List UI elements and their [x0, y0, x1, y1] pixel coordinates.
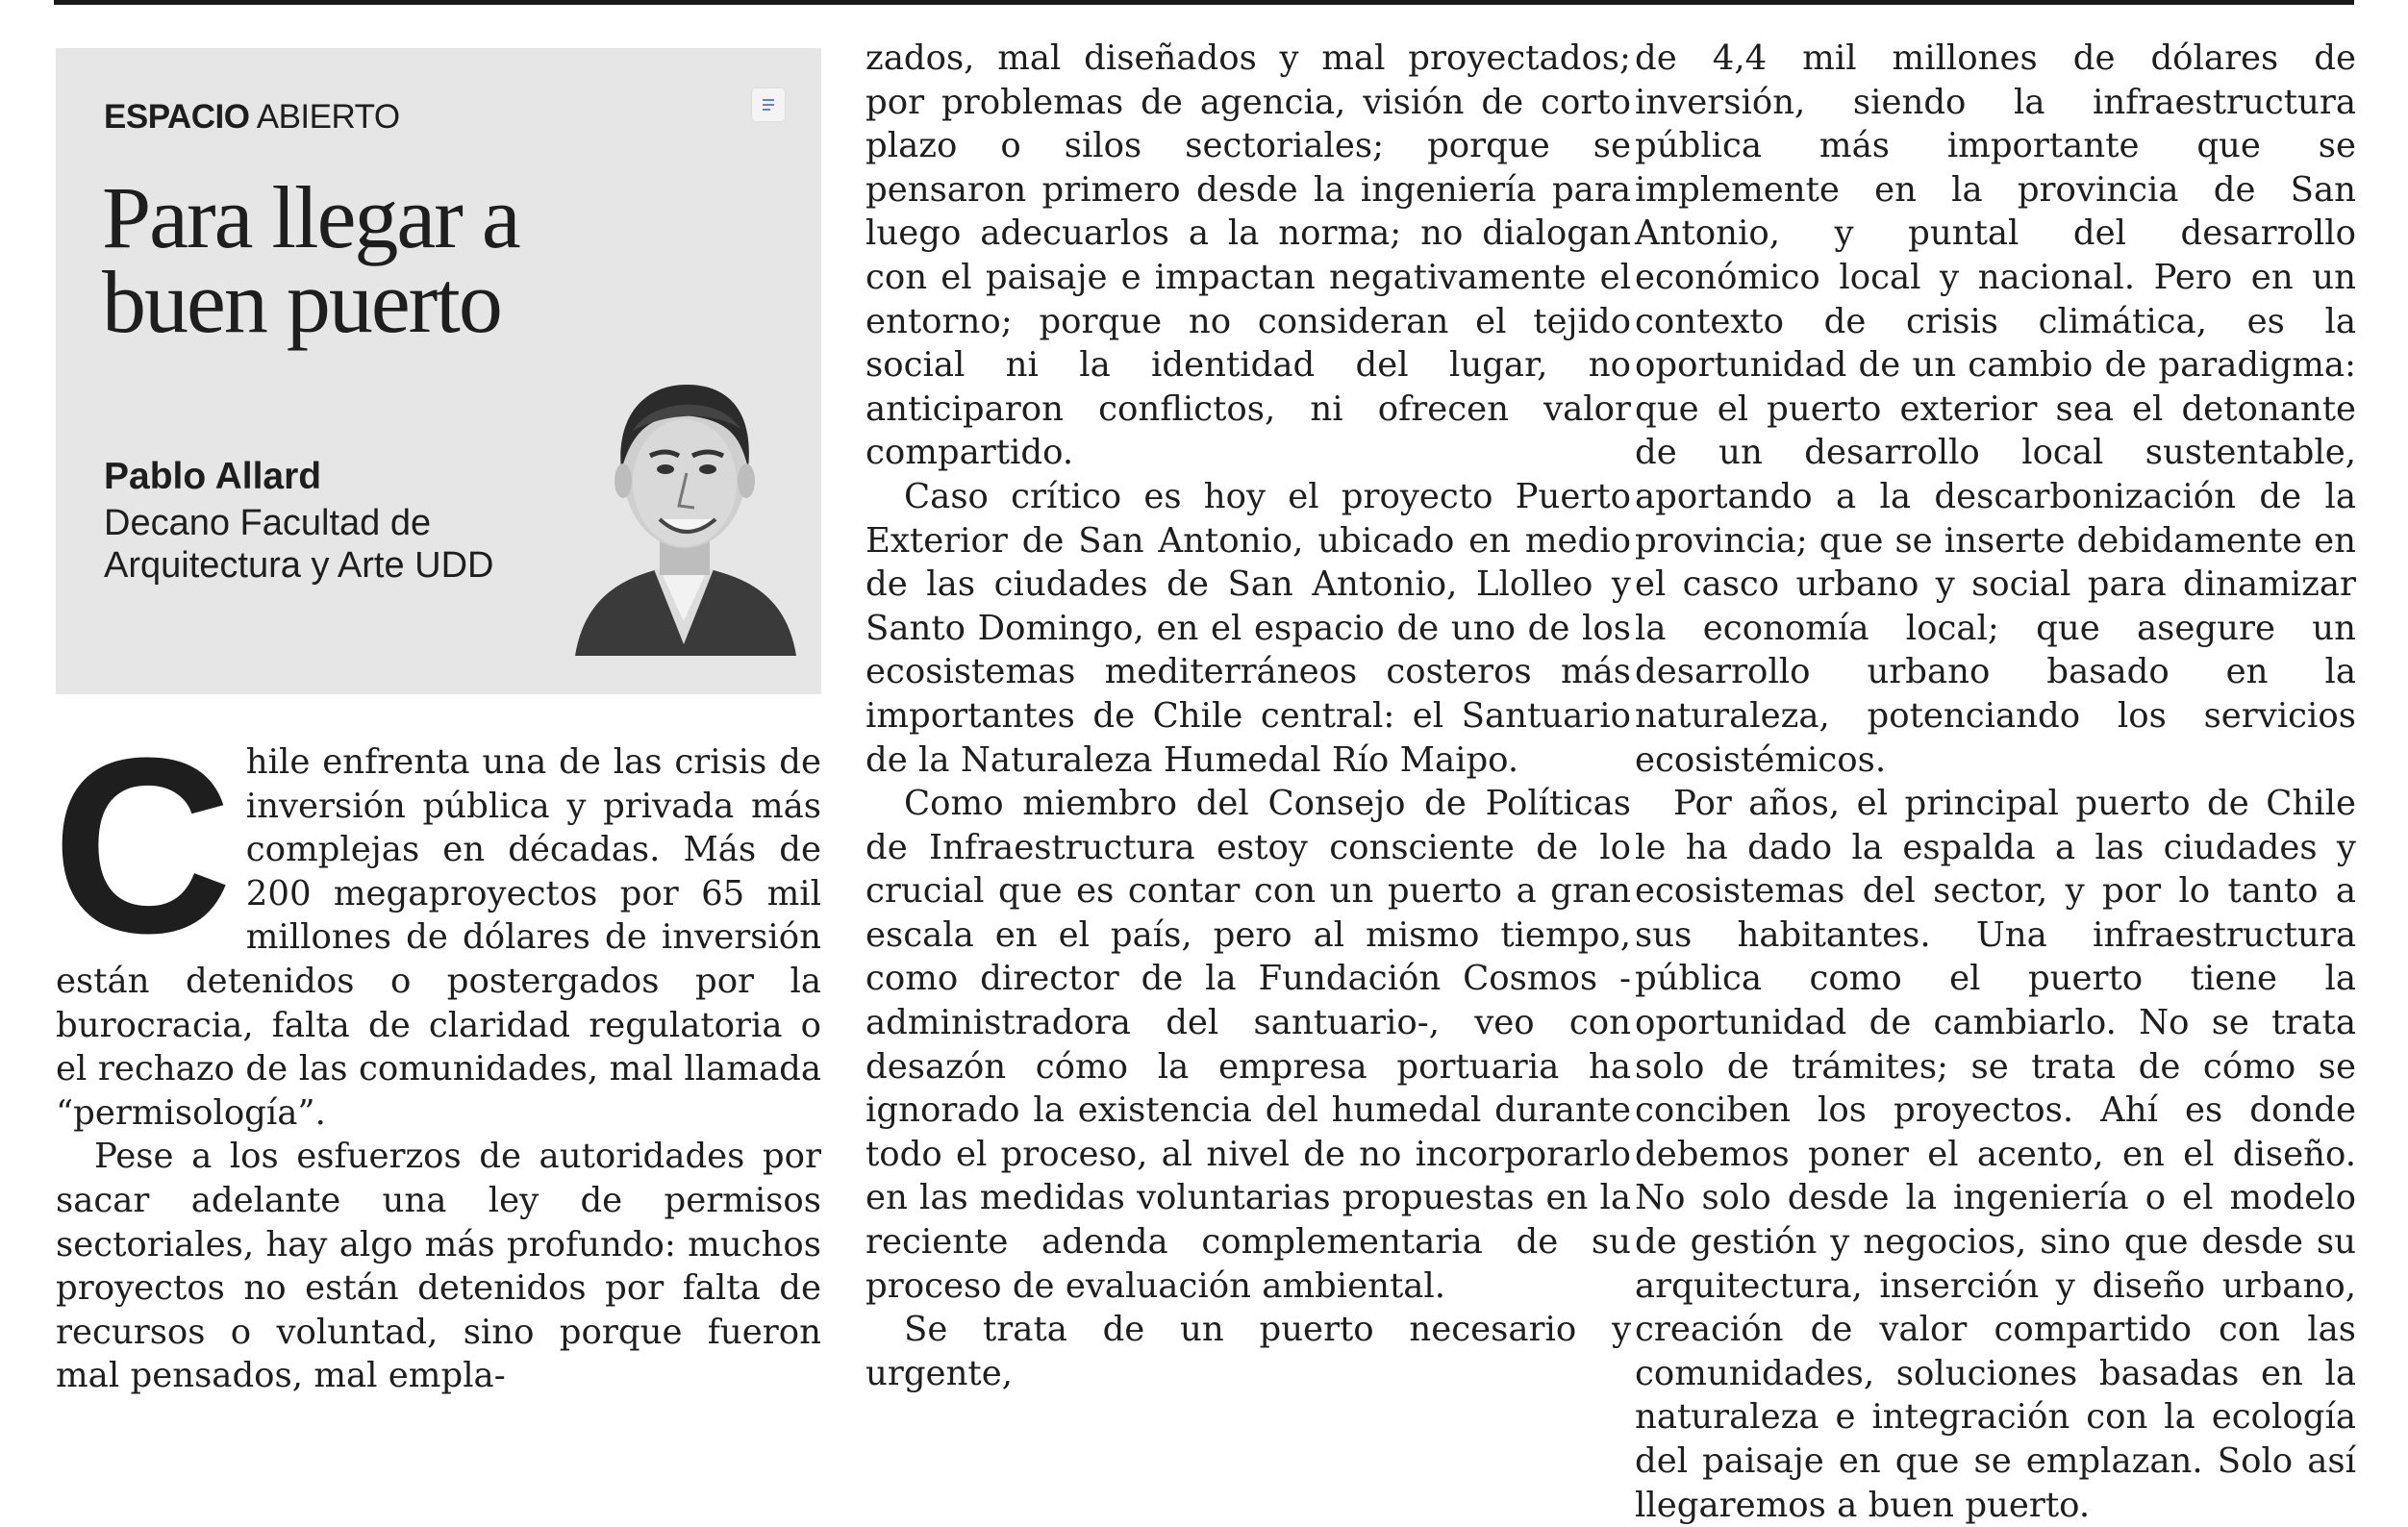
article-column-3 [1635, 37, 2356, 1527]
paragraph: Por años, el principal puerto de Chile le ha dado la espalda a las ciudades y ecosistemas del sector, y por lo tanto a sus habitantes. Una infraestructura pública como el puerto tiene la oportunidad de cambiarlo. No se trata solo de trámites; se trata de cómo se conciben los proyectos. Ahí es donde debemos poner el acento, en el diseño. No solo desde la ingeniería o el modelo de gestión y negocios, sino que desde su arquitectura, inserción y diseño urbano, creación de valor compartido con las comunidades, soluciones basadas en la naturaleza e integración con la ecología del paisaje en que se emplazan. Solo así llegaremos a buen puerto. [1635, 784, 2356, 1525]
paragraph: Caso crítico es hoy el proyecto Puerto Exterior de San Antonio, ubicado en medio de las ciudades de San Antonio, Llolleo y Santo Domingo, en el espacio de uno de los ecosistemas mediterráneos costeros más importantes de Chile central: el Santuario de la Naturaleza Humedal Río Maipo. [865, 476, 1631, 780]
article-column-1 [52, 707, 821, 1398]
column-header-box [56, 48, 821, 694]
paragraph: de 4,4 mil millones de dólares de inversión, siendo la infraestructura pública más importante que se implemente en la provincia de San Antonio, y puntal del desarrollo económico local y nacional. Pero en un contexto de crisis climática, es la oportunidad de un cambio de paradigma: que el puerto exterior sea el detonante de un desarrollo local sustentable, aportando a la descarbonización de la provincia; que se inserte debidamente en el casco urbano y social para dinamizar la economía local; que asegure un desarrollo urbano basado en la naturaleza, potenciando los servicios ecosistémicos. [1635, 38, 2356, 780]
author-portrait [565, 356, 802, 656]
article-column-2 [865, 37, 1631, 1395]
paragraph: Como miembro del Consejo de Políticas de Infraestructura estoy consciente de lo crucial que es contar con un puerto a gran escala en el país, pero al mismo tiempo, como director de la Fundación Cosmos -administradora del santuario-, veo con desazón cómo la empresa portuaria ha ignorado la existencia del humedal durante todo el proceso, al nivel de no incorporarlo en las medidas voluntarias propuestas en la reciente adenda complementaria de su proceso de evaluación ambiental. [865, 784, 1631, 1306]
paragraph: zados, mal diseñados y mal proyectados; por problemas de agencia, visión de corto plazo o silos sectoriales; porque se pensaron primero desde la ingeniería para luego adecuarlos a la norma; no dialogan con el paisaje e impactan negativamente el entorno; porque no consideran el tejido social ni la identidad del lugar, no anticiparon conflictos, ni ofrecen valor compartido. [865, 38, 1631, 473]
paragraph: hile enfrenta una de las crisis de inversión pública y privada más complejas en décadas. Más de 200 megaproyectos por 65 mil millones de dólares de inversión están detenidos o postergados por la burocracia, falta de claridad regulatoria o el rechazo de las comunidades, mal llamada “permisología”. [56, 742, 821, 1133]
top-rule [54, 0, 2354, 5]
author-name: Pablo Allard [104, 456, 322, 497]
section-label-bold: ESPACIO [104, 98, 250, 136]
author-role: Decano Facultad de Arquitectura y Arte UDD [104, 503, 494, 586]
section-label [104, 98, 400, 137]
paragraph: Se trata de un puerto necesario y urgente, [865, 1310, 1631, 1393]
headline: Para llegar a buen puerto [102, 168, 519, 351]
menu-lines-icon[interactable] [752, 88, 785, 121]
paragraph: Pese a los esfuerzos de autoridades por sacar adelante una ley de permisos sectoriales, hay algo más profundo: muchos proyectos no están detenidos por falta de recursos o voluntad, sino porque fueron mal pensados, mal empla- [56, 1137, 821, 1396]
section-label-light: ABIERTO [256, 98, 400, 136]
drop-cap: C [52, 707, 233, 986]
